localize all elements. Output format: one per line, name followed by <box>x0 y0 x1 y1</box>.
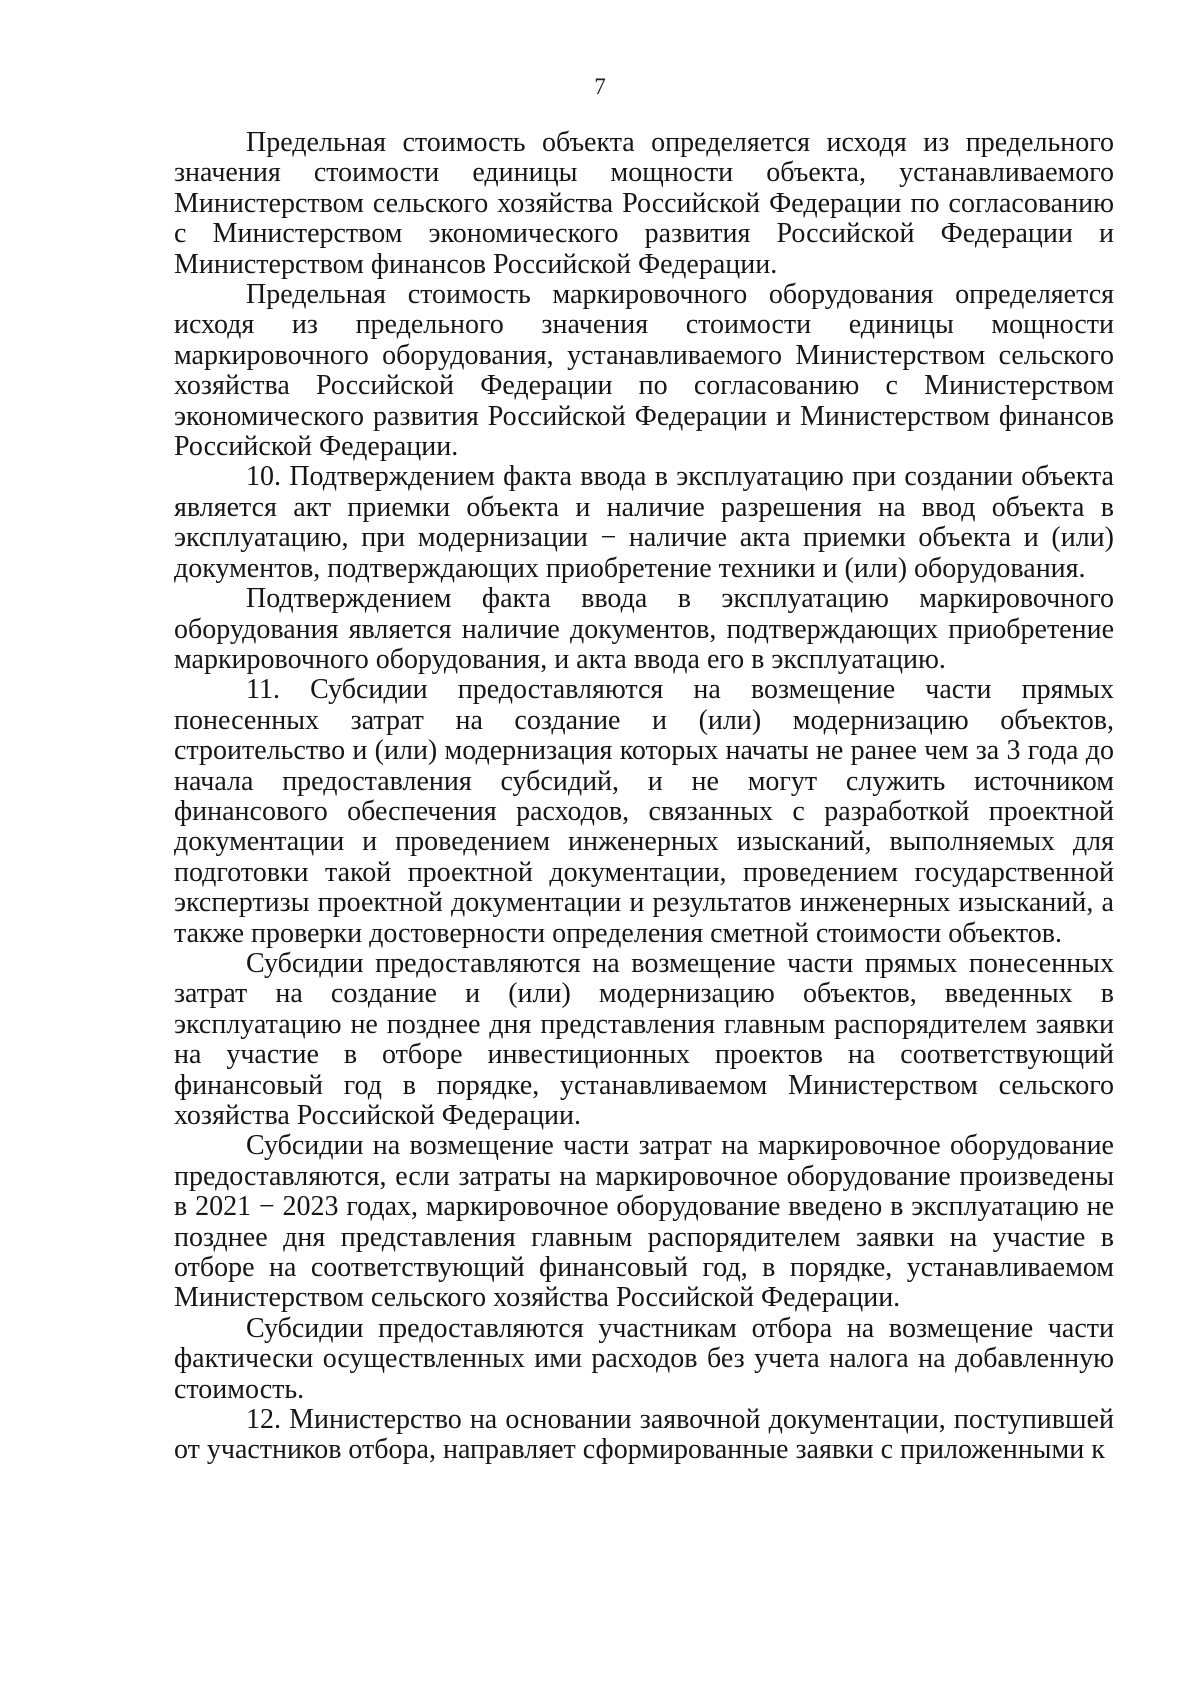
paragraph-subsidies-without-vat: Субсидии предоставляются участникам отбора на возмещение части фактически осуществленных ими расходов без учета налога на добавленную стоимость. <box>174 1312 1114 1405</box>
paragraph-item-10: 10. Подтверждением факта ввода в эксплуатацию при создании объекта является акт приемки объекта и наличие разрешения на ввод объекта в эксплуатацию, при модернизации − наличие акта приемки объекта и (или) документов, подтверждающих приобретение техники и (или) оборудования. <box>174 461 1114 584</box>
paragraph-subsidies-marking-equipment: Субсидии на возмещение части затрат на маркировочное оборудование предоставляются, если затраты на маркировочное оборудование произведены в 2021 − 2023 годах, маркировочное оборудование введено в эксплуатацию не позднее дня представления главным распорядителем заявки на участие в отборе на соответствующий финансовый год, в порядке, устанавливаемом Министерством сельского хозяйства Российской Федерации. <box>174 1130 1114 1314</box>
page-number: 7 <box>594 74 606 99</box>
paragraph-subsidies-commissioned-objects: Субсидии предоставляются на возмещение части прямых понесенных затрат на создание и (или) модернизацию объектов, введенных в эксплуатацию не позднее дня представления главным распорядителем заявки на участие в отборе инвестиционных проектов на соответствующий финансовый год в порядке, устанавливаемом Министерством сельского хозяйства Российской Федерации. <box>174 947 1114 1131</box>
document-body <box>174 128 1114 1466</box>
paragraph-max-cost-object: Предельная стоимость объекта определяется исходя из предельного значения стоимости единицы мощности объекта, устанавливаемого Министерством сельского хозяйства Российской Федерации по согласованию с Министерством экономического развития Российской Федерации и Министерством финансов Российской Федерации. <box>174 127 1114 280</box>
paragraph-item-12: 12. Министерство на основании заявочной документации, поступившей от участников отбора, направляет сформированные заявки с приложенными к <box>174 1404 1114 1466</box>
paragraph-item-11: 11. Субсидии предоставляются на возмещение части прямых понесенных затрат на создание и (или) модернизацию объектов, строительство и (или) модернизация которых начаты не ранее чем за 3 года до начала предоставления субсидий, и не могут служить источником финансового обеспечения расходов, связанных с разработкой проектной документации и проведением инженерных изысканий, выполняемых для подготовки такой проектной документации, проведением государственной экспертизы проектной документации и результатов инженерных изысканий, а также проверки достоверности определения сметной стоимости объектов. <box>174 674 1114 949</box>
paragraph-max-cost-marking-equipment: Предельная стоимость маркировочного оборудования определяется исходя из предельного значения стоимости единицы мощности маркировочного оборудования, устанавливаемого Министерством сельского хозяйства Российской Федерации по согласованию с Министерством экономического развития Российской Федерации и Министерством финансов Российской Федерации. <box>174 279 1114 463</box>
paragraph-marking-equipment-commissioning: Подтверждением факта ввода в эксплуатацию маркировочного оборудования является наличие документов, подтверждающих приобретение маркировочного оборудования, и акта ввода его в эксплуатацию. <box>174 583 1114 675</box>
